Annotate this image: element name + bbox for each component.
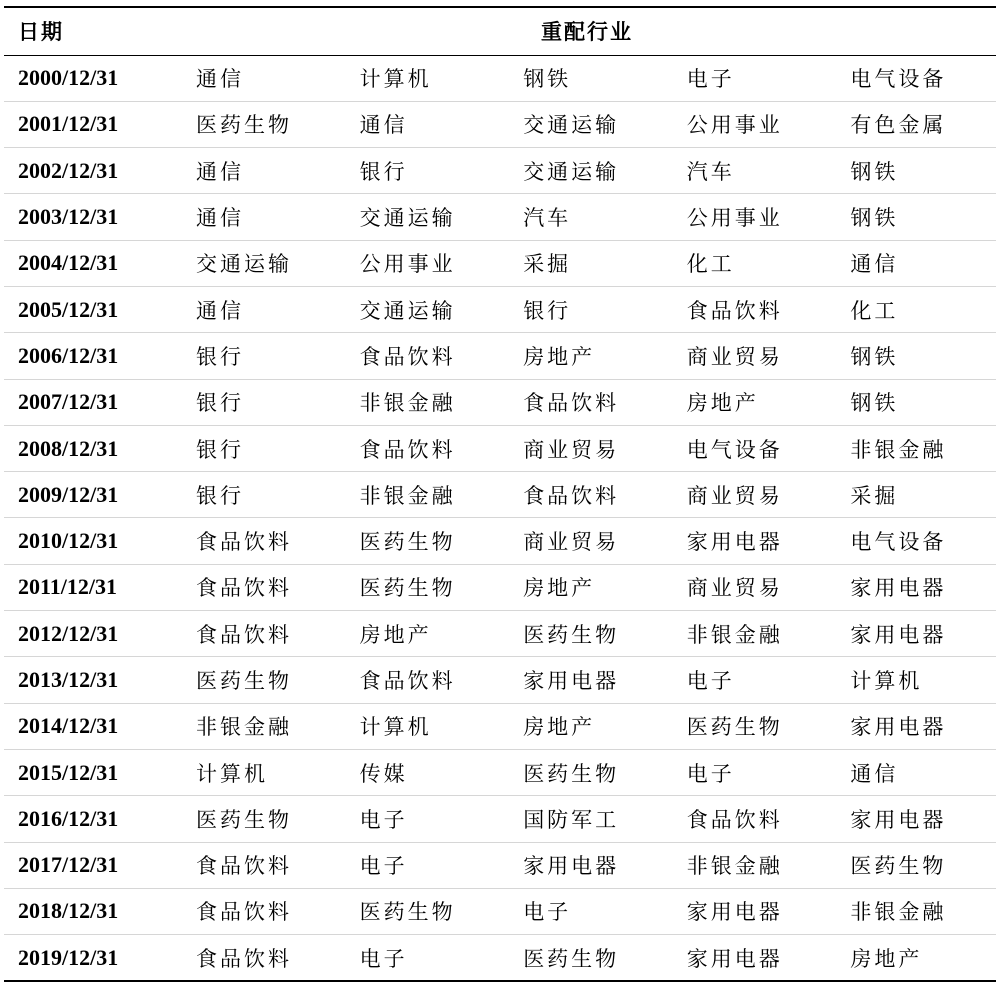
table-row: [4, 657, 996, 703]
industry-cell: 商业贸易: [686, 344, 783, 369]
industry-cell: 电子: [686, 669, 735, 693]
date-cell: 2000/12/31: [18, 65, 119, 91]
industry-cell: 电气设备: [850, 530, 947, 555]
table-row: [4, 796, 996, 842]
industry-cell: 商业贸易: [686, 576, 783, 601]
industry-cell: 电子: [686, 67, 735, 92]
industry-cell: 通信: [196, 67, 244, 92]
industry-cell: 钢铁: [850, 391, 899, 416]
industry-cell: 非银金融: [850, 900, 947, 925]
industry-cell: 钢铁: [850, 206, 899, 231]
industry-cell: 商业贸易: [523, 530, 620, 555]
industry-cell: 家用电器: [686, 530, 783, 555]
date-cell: 2003/12/31: [18, 204, 119, 230]
table-row: [4, 842, 996, 888]
industry-cell: 食品饮料: [523, 391, 620, 416]
industry-cell: 公用事业: [686, 113, 783, 138]
date-cell: 2015/12/31: [18, 759, 119, 785]
header-row: [4, 7, 996, 55]
table-row: [4, 935, 996, 981]
table-row: [4, 611, 996, 657]
industry-cell: 银行: [196, 391, 244, 416]
industry-cell: 医药生物: [523, 622, 620, 647]
industry-cell: 交通运输: [523, 159, 620, 184]
industry-cell: 电子: [523, 900, 572, 925]
table-row: [4, 55, 996, 101]
industry-cell: 家用电器: [523, 669, 620, 693]
industry-cell: 医药生物: [196, 113, 292, 138]
industry-cell: 非银金融: [686, 854, 783, 879]
industry-cell: 家用电器: [686, 946, 783, 971]
industry-column-header: 重配行业: [541, 20, 633, 45]
industry-cell: 医药生物: [523, 946, 620, 971]
industry-cell: 交通运输: [359, 206, 456, 231]
industry-cell: 房地产: [523, 576, 596, 601]
industry-cell: 房地产: [523, 715, 596, 740]
industry-cell: 计算机: [359, 715, 432, 740]
industry-cell: 通信: [850, 252, 899, 277]
date-cell: 2001/12/31: [18, 111, 119, 137]
industry-cell: 食品饮料: [686, 298, 783, 323]
industry-cell: 交通运输: [359, 298, 456, 323]
date-cell: 2013/12/31: [18, 667, 119, 692]
date-cell: 2018/12/31: [18, 898, 119, 924]
industry-cell: 商业贸易: [523, 437, 620, 462]
industry-cell: 通信: [850, 761, 899, 786]
date-cell: 2008/12/31: [18, 435, 119, 461]
industry-cell: 通信: [196, 298, 244, 323]
industry-cell: 公用事业: [359, 252, 456, 277]
industry-cell: 电子: [686, 761, 735, 786]
industry-cell: 电气设备: [850, 67, 947, 92]
industry-cell: 交通运输: [196, 252, 292, 277]
industry-cell: 家用电器: [850, 576, 947, 601]
date-cell: 2011/12/31: [18, 574, 118, 600]
table-header: [4, 7, 996, 55]
industry-cell: 医药生物: [523, 761, 620, 786]
industry-cell: 家用电器: [686, 900, 783, 925]
industry-cell: 食品饮料: [523, 483, 620, 508]
table-row: [4, 194, 996, 240]
industry-cell: 非银金融: [359, 483, 456, 508]
industry-cell: 采掘: [523, 252, 572, 277]
industry-cell: 银行: [523, 298, 572, 323]
industry-cell: 银行: [196, 344, 244, 369]
table-row: [4, 472, 996, 518]
industry-cell: 公用事业: [686, 206, 783, 231]
industry-cell: 家用电器: [850, 622, 947, 647]
industry-cell: 非银金融: [850, 437, 947, 462]
industry-cell: 交通运输: [523, 113, 620, 138]
industry-cell: 房地产: [686, 391, 759, 416]
industry-cell: 食品饮料: [196, 854, 292, 879]
date-cell: 2014/12/31: [18, 713, 119, 739]
date-cell: 2006/12/31: [18, 342, 119, 368]
industry-cell: 食品饮料: [686, 807, 783, 832]
date-cell: 2007/12/31: [18, 389, 119, 415]
table-row: [4, 101, 996, 147]
industry-cell: 银行: [196, 437, 244, 462]
industry-cell: 家用电器: [850, 807, 947, 832]
industry-cell: 钢铁: [850, 159, 899, 184]
industry-cell: 医药生物: [686, 715, 783, 740]
industry-cell: 食品饮料: [196, 946, 292, 971]
table-row: [4, 518, 996, 564]
industry-cell: 电子: [359, 807, 408, 832]
date-cell: 2005/12/31: [18, 296, 119, 322]
industry-cell: 食品饮料: [196, 576, 292, 601]
industry-cell: 传媒: [359, 761, 408, 786]
table-body: [4, 55, 996, 981]
industry-cell: 化工: [686, 252, 735, 277]
industry-cell: 食品饮料: [196, 530, 292, 555]
industry-cell: 汽车: [523, 206, 572, 231]
industry-cell: 医药生物: [850, 854, 947, 879]
industry-cell: 家用电器: [523, 854, 620, 879]
industry-cell: 商业贸易: [686, 483, 783, 508]
industry-cell: 医药生物: [359, 530, 456, 555]
industry-cell: 房地产: [359, 622, 432, 647]
table-row: [4, 888, 996, 934]
industry-cell: 国防军工: [523, 807, 620, 832]
overweight-industry-table: [4, 6, 996, 982]
industry-cell: 汽车: [686, 159, 735, 184]
date-cell: 2009/12/31: [18, 481, 119, 507]
industry-cell: 钢铁: [850, 344, 899, 369]
industry-cell: 计算机: [196, 761, 268, 786]
date-cell: 2002/12/31: [18, 157, 119, 183]
date-cell: 2004/12/31: [18, 250, 119, 276]
industry-cell: 医药生物: [359, 900, 456, 925]
industry-cell: 有色金属: [850, 113, 947, 138]
table-row: [4, 564, 996, 610]
industry-cell: 医药生物: [196, 807, 292, 832]
industry-cell: 通信: [359, 113, 408, 138]
industry-cell: 食品饮料: [359, 344, 456, 369]
date-cell: 2019/12/31: [18, 944, 119, 970]
industry-cell: 房地产: [523, 344, 596, 369]
industry-cell: 通信: [196, 206, 244, 231]
industry-cell: 通信: [196, 159, 244, 184]
industry-cell: 医药生物: [196, 669, 292, 693]
industry-cell: 化工: [850, 298, 899, 323]
table-row: [4, 240, 996, 286]
industry-cell: 银行: [196, 483, 244, 508]
industry-cell: 房地产: [850, 946, 923, 971]
industry-cell: 电气设备: [686, 437, 783, 462]
date-cell: 2012/12/31: [18, 620, 119, 646]
industry-cell: 银行: [359, 159, 408, 184]
industry-cell: 非银金融: [359, 391, 456, 416]
table-row: [4, 286, 996, 332]
industry-cell: 计算机: [850, 669, 923, 693]
industry-cell: 采掘: [850, 483, 899, 508]
industry-cell: 电子: [359, 854, 408, 879]
industry-cell: 钢铁: [523, 67, 572, 92]
date-cell: 2017/12/31: [18, 852, 119, 878]
table-row: [4, 333, 996, 379]
industry-cell: 计算机: [359, 67, 432, 92]
table-row: [4, 148, 996, 194]
date-cell: 2016/12/31: [18, 805, 119, 831]
table-row: [4, 703, 996, 749]
industry-cell: 家用电器: [850, 715, 947, 740]
industry-cell: 食品饮料: [196, 900, 292, 925]
industry-cell: 非银金融: [196, 715, 292, 740]
industry-cell: 电子: [359, 946, 408, 971]
table-row: [4, 749, 996, 795]
industry-cell: 食品饮料: [196, 622, 292, 647]
table-row: [4, 379, 996, 425]
industry-cell: 食品饮料: [359, 437, 456, 462]
table-row: [4, 425, 996, 471]
date-cell: 2010/12/31: [18, 528, 119, 554]
date-column-header: 日期: [18, 20, 64, 45]
industry-cell: 非银金融: [686, 622, 783, 647]
industry-cell: 食品饮料: [359, 669, 456, 693]
industry-cell: 医药生物: [359, 576, 456, 601]
